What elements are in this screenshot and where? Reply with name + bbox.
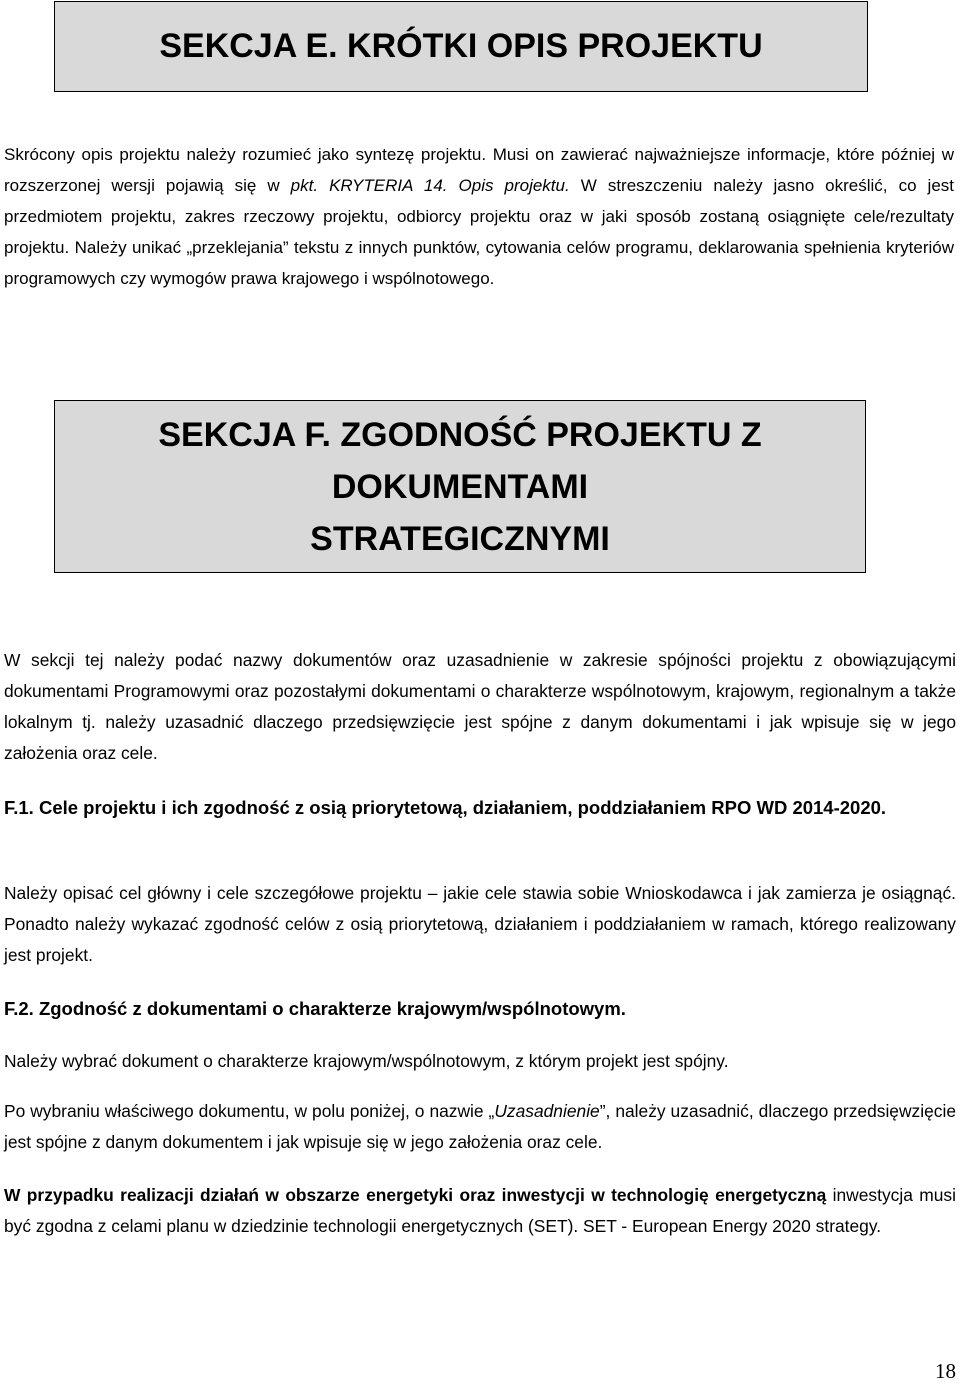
section-e-paragraph-b: W streszczeniu należy jasno określić, co jest przedmiotem projektu, zakres rzeczowy projektu, odbiorcy projektu oraz w jaki sposób zostaną osiągnięte cele/rezultaty projektu. [4,176,955,257]
f2-text2-a: Po wybraniu właściwego dokumentu, w polu poniżej, o nazwie „ [4,1101,495,1121]
f2-text1: Należy wybrać dokument o charakterze krajowym/wspólnotowym, z którym projekt jest spójny. [4,1051,729,1071]
f2-text2-em: Uzasadnienie [494,1101,600,1121]
section-e-paragraph-c: Należy unikać „przeklejania” tekstu z innych punktów, cytowania celów programu, deklarowania spełnienia kryteriów programowych czy wymogów prawa krajowego i wspólnotowego. [4,238,954,288]
section-e-paragraph-ref: pkt. KRYTERIA 14. Opis projektu. [290,176,570,195]
section-e-paragraph-a: Skrócony opis projektu należy rozumieć jako syntezę projektu. Musi on zawierać najważniejsze informacje, które później w rozszerzonej wersji pojawią się w [4,145,954,195]
f1-text: Należy opisać cel główny i cele szczegółowe projektu – jakie cele stawia sobie Wnioskodawca i jak zamierza je osiągnąć. Ponadto należy wykazać zgodność celów z osią priorytetową, działaniem i poddziałaniem w ramach, którego realizowany jest projekt. [4,883,956,965]
page-number: 18 [935,1359,956,1383]
section-f-title-line2: STRATEGICZNYMI [310,519,610,558]
section-f-title-box [54,400,866,573]
section-e-title-box [54,1,868,92]
f2-text2-b: ”, należy uzasadnić, dlaczego przedsięwzięcie jest spójne z danym dokumentem i jak wpisuje się w jego założenia oraz cele. [4,1101,956,1152]
section-f-intro: W sekcji tej należy podać nazwy dokumentów oraz uzasadnienie w zakresie spójności projektu z obowiązującymi dokumentami Programowymi oraz pozostałymi dokumentami o charakterze wspólnotowym, krajowym, regionalnym a także lokalnym tj. należy uzasadnić dlaczego przedsięwzięcie jest spójne z danym dokumentami i jak wpisuje się w jego założenia oraz cele. [4,650,956,763]
section-f-title-line1: SEKCJA F. ZGODNOŚĆ PROJEKTU Z DOKUMENTAMI [158,415,762,506]
f2-text3 [4,1180,956,1242]
section-e-paragraph [4,139,954,294]
f1-heading: F.1. Cele projektu i ich zgodność z osią priorytetową, działaniem, poddziałaniem RPO WD 2014-2020. [4,797,887,818]
f2-text2 [4,1096,956,1158]
section-e-title: SEKCJA E. KRÓTKI OPIS PROJEKTU [159,27,763,65]
f2-text3-rest: inwestycja musi być zgodna z celami planu w dziedzinie technologii energetycznych (SET). SET - European Energy 2020 strategy. [4,1185,956,1236]
f2-text3-bold: W przypadku realizacji działań w obszarze energetyki oraz inwestycji w technologię energetyczną [4,1185,827,1205]
f2-heading: F.2. Zgodność z dokumentami o charakterze krajowym/wspólnotowym. [4,998,626,1019]
